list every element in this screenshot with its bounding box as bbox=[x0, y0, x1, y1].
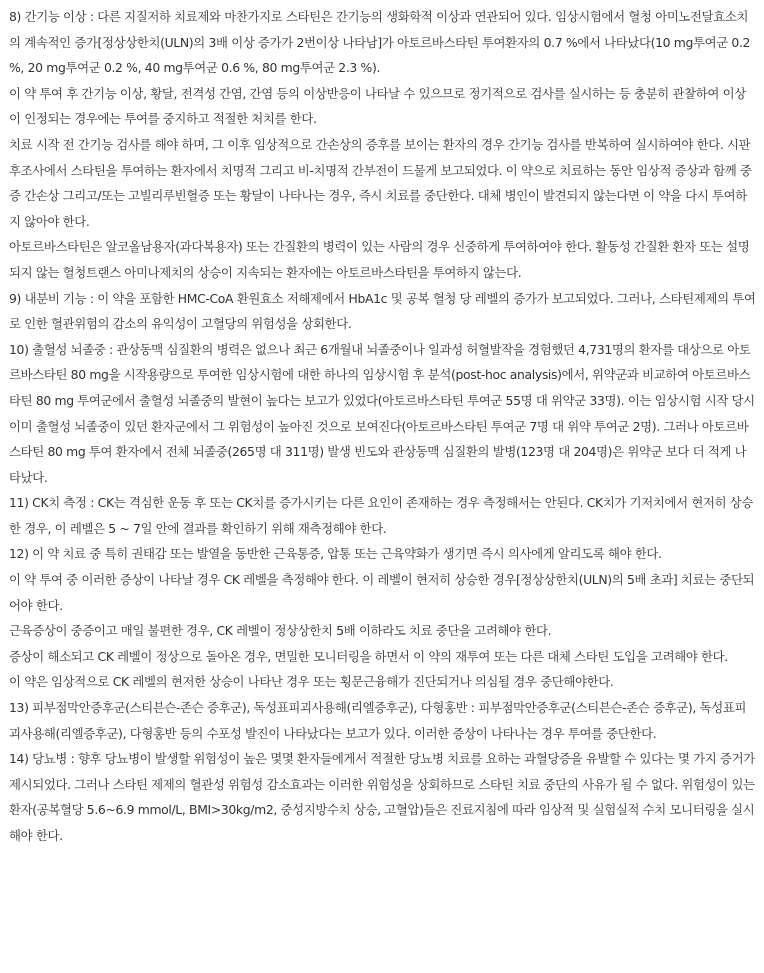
paragraph-endocrine-function: 9) 내분비 기능 : 이 약을 포함한 HMC-CoA 환원효소 저해제에서 HbA1c 및 공복 혈청 당 레벨의 증가가 보고되었다. 그러나, 스타틴제제의 투여로 인한 혈관위험의 감소의 유익성이 고혈당의 위험성을 상회한다. bbox=[9, 290, 756, 332]
paragraph-hemorrhagic-stroke: 10) 출혈성 뇌졸중 : 관상동맥 심질환의 병력은 없으나 최근 6개월내 뇌졸중이나 일과성 허혈발작을 경험했던 4,731명의 환자를 대상으로 아토르바스타틴 80 mg을 시작용량으로 투여한 임상시험에 대한 하나의 임상시험 후 분석(post-hoc analysis)에서, 위약군과 비교하여 아토르바스타틴 80 mg 투여군에서 출혈성 뇌졸중의 발현이 높다는 보고가 있었다(아토르바스타틴 투여군 55명 대 위약군 33명). 이는 임상시험 시작 당시 이미 출혈성 뇌졸중이 있던 환자군에서 그 위험성이 높아진 것으로 보여진다(아토르바스타틴 투여군 7명 대 위약 투여군 2명). 그러나 아토르바스타틴 80 mg 투여 환자에서 전체 뇌졸중(265명 대 311명) 발생 빈도와 관상동맥 심질환의 발병(123명 대 204명)은 위약군 보다 더 적게 나타났다. bbox=[9, 341, 755, 485]
paragraph-alcohol-caution: 아토르바스타틴은 알코올남용자(과다복용자) 또는 간질환의 병력이 있는 사람의 경우 신중하게 투여하여야 한다. 활동성 간질환 환자 또는 설명되지 않는 혈청트랜스 아미나제치의 상승이 지속되는 환자에는 아토르바스타틴을 투여하지 않는다. bbox=[9, 239, 750, 280]
paragraph-diabetes: 14) 당뇨병 : 향후 당뇨병이 발생할 위험성이 높은 몇몇 환자들에게서 적절한 당뇨병 치료를 요하는 과혈당증을 유발할 수 있다는 몇 가지 증거가 제시되었다. 그러나 스타틴 제제의 혈관성 위험성 감소효과는 이러한 위험성을 상회하므로 스타틴 치료 중단의 사유가 될 수 없다. 위험성이 있는 환자(공복혈당 5.6~6.9 mmol/L, BMI>30kg/m2, 중성지방수치 상승, 고혈압)들은 진료지침에 따라 임상적 및 실험실적 수치 모니터링을 실시해야 한다. bbox=[9, 751, 755, 843]
paragraph-rhabdomyolysis: 이 약은 임상적으로 CK 레벨의 현저한 상승이 나타난 경우 또는 횡문근융해가 진단되거나 의심될 경우 중단해야한다. bbox=[9, 674, 614, 690]
paragraph-ck-level-check: 이 약 투여 중 이러한 증상이 나타날 경우 CK 레벨을 측정해야 한다. 이 레벨이 현저히 상승한 경우[정상상한치(ULN)의 5배 초과] 치료는 중단되어야 한다. bbox=[9, 572, 755, 613]
paragraph-readministration: 증상이 해소되고 CK 레벨이 정상으로 돌아온 경우, 면밀한 모니터링을 하면서 이 약의 재투여 또는 다른 대체 스타틴 도입을 고려해야 한다. bbox=[9, 648, 728, 664]
paragraph-skin-reactions: 13) 피부점막안증후군(스티븐슨-존슨 증후군), 독성표피괴사용해(리엘증후군), 다형홍반 : 피부점막안증후군(스티븐슨-존슨 증후군), 독성표피괴사용해(리엘증후군), 다형홍반 등의 수포성 발진이 나타났다는 보고가 있다. 이러한 증상이 나타나는 경우 투여를 중단한다. bbox=[9, 700, 747, 741]
paragraph-liver-function-test: 치료 시작 전 간기능 검사를 해야 하며, 그 이후 임상적으로 간손상의 증후를 보이는 환자의 경우 간기능 검사를 반복하여 실시하여야 한다. 시판후조사에서 스타틴을 투여하는 환자에서 치명적 그리고 비-치명적 간부전이 드물게 보고되었다. 이 약으로 치료하는 동안 임상적 증상과 함께 중증 간손상 그리고/또는 고빌리루빈혈증 또는 황달이 나타나는 경우, 즉시 치료를 중단한다. 대체 병인이 발견되지 않는다면 이 약을 다시 투여하지 않아야 한다. bbox=[9, 136, 752, 229]
paragraph-ck-measurement: 11) CK치 측정 : CK는 격심한 운동 후 또는 CK치를 증가시키는 다른 요인이 존재하는 경우 측정해서는 안된다. CK치가 기저치에서 현저히 상승한 경우, 이 레벨은 5 ~ 7일 안에 결과를 확인하기 위해 재측정해야 한다. bbox=[9, 495, 754, 536]
paragraph-hepatic-abnormality: 8) 간기능 이상 : 다른 지질저하 치료제와 마찬가지로 스타틴은 간기능의 생화학적 이상과 연관되어 있다. 임상시험에서 혈청 아미노전달효소치의 계속적인 증가[정상상한치(ULN)의 3배 이상 증가가 2번이상 나타남]가 아토르바스타틴 투여환자의 0.7 %에서 나타났다(10 mg투여군 0.2 %, 20 mg투여군 0.2 %, 40 mg투여군 0.6 %, 80 mg투여군 2.3 %). bbox=[9, 9, 751, 76]
paragraph-hepatic-monitoring: 이 약 투여 후 간기능 이상, 황달, 전격성 간염, 간염 등의 이상반응이 나타날 수 있으므로 정기적으로 검사를 실시하는 등 충분히 관찰하여 이상이 인정되는 경우에는 투여를 중지하고 적절한 처치를 한다. bbox=[9, 85, 746, 127]
paragraph-severe-muscle-symptoms: 근육증상이 중증이고 매일 불편한 경우, CK 레벨이 정상상한치 5배 이하라도 치료 중단을 고려해야 한다. bbox=[9, 623, 552, 639]
paragraph-muscle-symptoms: 12) 이 약 치료 중 특히 권태감 또는 발열을 동반한 근육통증, 압통 또는 근육약화가 생기면 즉시 의사에게 알리도록 해야 한다. bbox=[9, 546, 662, 562]
